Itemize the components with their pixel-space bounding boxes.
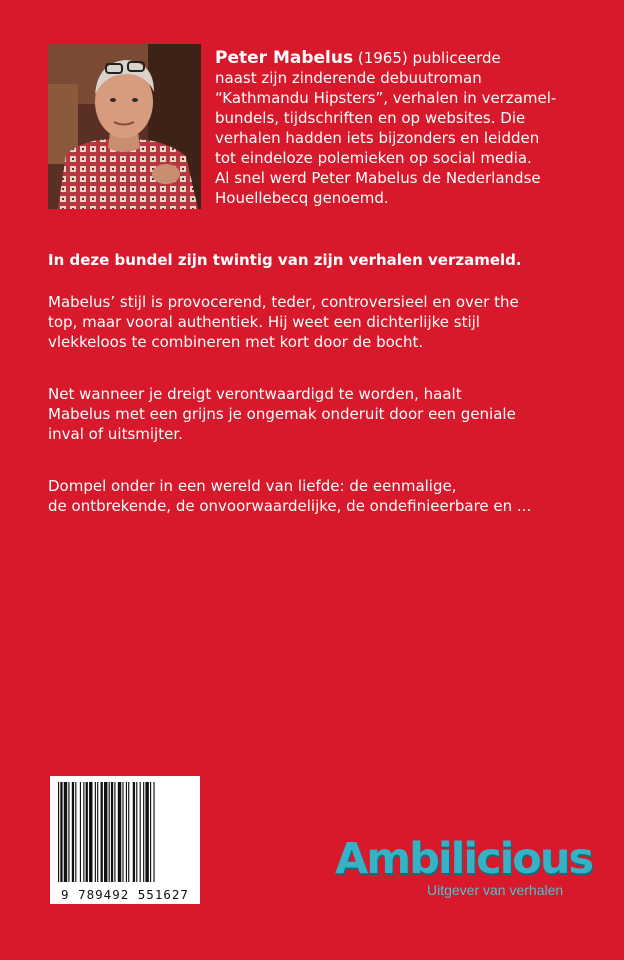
barcode-bar	[83, 782, 84, 882]
author-name: Peter Mabelus	[215, 48, 354, 68]
paragraph-line: top, maar vooral authentiek. Hij weet een dichterlijke stijl	[48, 313, 480, 331]
author-portrait-image	[48, 44, 201, 209]
bio-line-7: Al snel werd Peter Mabelus de Nederlandse	[215, 169, 541, 187]
paragraph-line: inval of uitsmijter.	[48, 425, 183, 443]
paragraph-style	[48, 292, 608, 352]
barcode-bar	[122, 782, 123, 882]
paragraph-line: Mabelus’ stijl is provocerend, teder, controversieel en over the	[48, 293, 519, 311]
barcode-bar	[64, 782, 67, 882]
author-bio	[215, 48, 607, 208]
barcode-bar	[72, 782, 74, 882]
barcode-bar	[133, 782, 135, 882]
barcode-bar	[80, 782, 81, 882]
isbn-digits: 9 789492 551627	[61, 887, 189, 902]
barcode-bar	[136, 782, 137, 882]
bio-line-3: “Kathmandu Hipsters”, verhalen in verzamel-	[215, 89, 557, 107]
barcode-bar	[58, 782, 59, 882]
paragraph-line: Mabelus met een grijns je ongemak onderuit door een geniale	[48, 405, 516, 423]
bio-line-1: (1965) publiceerde	[353, 49, 501, 67]
bio-line-4: bundels, tijdschriften en op websites. Die	[215, 109, 526, 127]
paragraph-line: Net wanneer je dreigt verontwaardigd te worden, haalt	[48, 385, 462, 403]
barcode-bar	[101, 782, 103, 882]
paragraph-love	[48, 476, 608, 516]
barcode-bar	[97, 782, 98, 882]
publisher-subtitle: Uitgever van verhalen	[427, 882, 564, 898]
barcode-bar	[86, 782, 88, 882]
barcode-bars	[50, 776, 200, 888]
barcode-bar	[140, 782, 141, 882]
barcode-bar	[89, 782, 92, 882]
publisher-logo	[335, 834, 595, 904]
tagline: In deze bundel zijn twintig van zijn verhalen verzameld.	[48, 251, 522, 269]
paragraph-line: Dompel onder in een wereld van liefde: de eenmalige,	[48, 477, 457, 495]
barcode-bar	[118, 782, 121, 882]
bio-line-8: Houellebecq genoemd.	[215, 189, 389, 207]
barcode-bar	[153, 782, 154, 882]
barcode-bar	[75, 782, 76, 882]
paragraph-grin	[48, 384, 608, 444]
paragraph-line: vlekkeloos te combineren met kort door de bocht.	[48, 333, 424, 351]
bio-line-6: tot eindeloze polemieken op social media.	[215, 149, 532, 167]
barcode-bar	[109, 782, 110, 882]
barcode-bar	[60, 782, 62, 882]
barcode-bar	[145, 782, 148, 882]
barcode-bar	[68, 782, 69, 882]
author-photo	[48, 44, 201, 209]
bio-line-2: naast zijn zinderende debuutroman	[215, 69, 482, 87]
barcode-bar	[126, 782, 127, 882]
bio-line-5: verhalen hadden iets bijzonders en leidden	[215, 129, 540, 147]
barcode-bar	[114, 782, 115, 882]
barcode-bar	[150, 782, 151, 882]
barcode-bar	[95, 782, 96, 882]
publisher-name: Ambilicious	[335, 834, 593, 884]
isbn-barcode	[50, 776, 200, 904]
barcode-bar	[104, 782, 107, 882]
barcode-bar	[143, 782, 144, 882]
barcode-bar	[128, 782, 129, 882]
barcode-bar	[111, 782, 113, 882]
paragraph-line: de ontbrekende, de onvoorwaardelijke, de ondefinieerbare en ...	[48, 497, 532, 515]
